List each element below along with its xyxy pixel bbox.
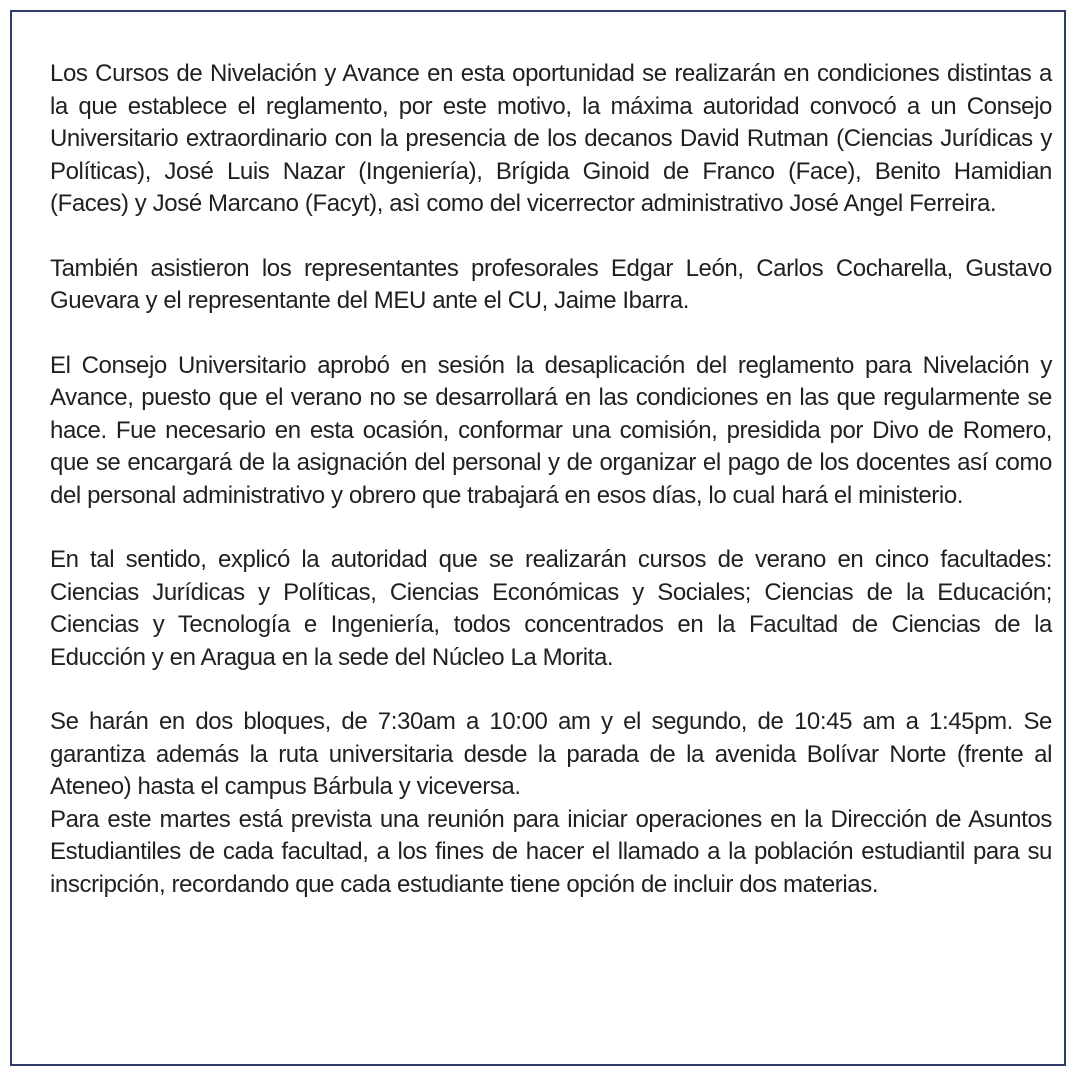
- page-frame: [10, 10, 1066, 1066]
- paragraph-3: El Consejo Universitario aprobó en sesión la desaplicación del reglamento para Nivelación y Avance, puesto que el verano no se desarrollará en las condiciones en las que regularmente se hace. Fue necesario en esta ocasión, conformar una comisión, presidida por Divo de Romero, que se encargará de la asignación del personal y de organizar el pago de los docentes así como del personal administrativo y obrero que trabajará en esos días, lo cual hará el ministerio.: [50, 351, 1052, 509]
- paragraph-4: En tal sentido, explicó la autoridad que se realizarán cursos de verano en cinco facultades: Ciencias Jurídicas y Políticas, Ciencias Económicas y Sociales; Ciencias de la Educación; Ciencias y Tecnología e Ingeniería, todos concentrados en la Facultad de Ciencias de la Educción y en Aragua en la sede del Núcleo La Morita.: [50, 546, 1052, 671]
- paragraph-2: También asistieron los representantes profesorales Edgar León, Carlos Cocharella, Gustavo Guevara y el representante del MEU ante el CU, Jaime Ibarra.: [50, 254, 1052, 314]
- paragraph-6: Para este martes está prevista una reunión para iniciar operaciones en la Dirección de Asuntos Estudiantiles de cada facultad, a los fines de hacer el llamado a la población estudiantil para su inscripción, recordando que cada estudiante tiene opción de incluir dos materias.: [50, 805, 1052, 898]
- paragraph-1: Los Cursos de Nivelación y Avance en esta oportunidad se realizarán en condiciones distintas a la que establece el reglamento, por este motivo, la máxima autoridad convocó a un Consejo Universitario extraordinario con la presencia de los decanos David Rutman (Ciencias Jurídicas y Políticas), José Luis Nazar (Ingeniería), Brígida Ginoid de Franco (Face), Benito Hamidian (Faces) y José Marcano (Facyt), asì como del vicerrector administrativo José Angel Ferreira.: [50, 60, 1052, 217]
- paragraph-5: Se harán en dos bloques, de 7:30am a 10:00 am y el segundo, de 10:45 am a 1:45pm. Se garantiza además la ruta universitaria desde la parada de la avenida Bolívar Norte (frente al Ateneo) hasta el campus Bárbula y viceversa.: [50, 708, 1052, 800]
- article-body: [50, 58, 1052, 901]
